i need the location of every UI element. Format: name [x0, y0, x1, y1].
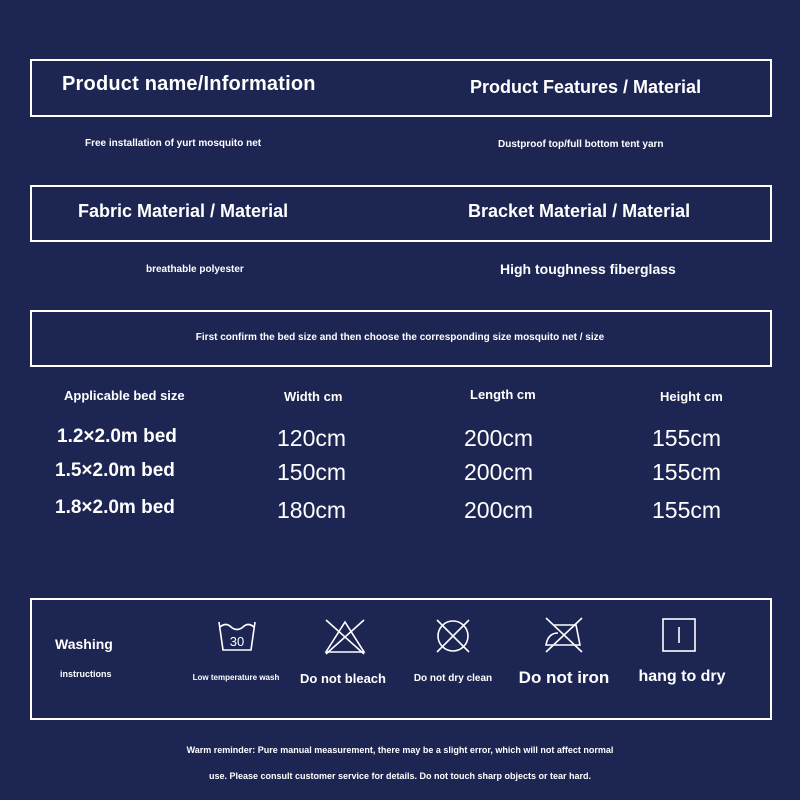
height-cell: 155cm — [652, 425, 722, 451]
do-not-dry-clean-label: Do not dry clean — [413, 673, 493, 684]
height-cell: 155cm — [652, 459, 722, 485]
reminder-line-1: Warm reminder: Pure manual measurement, there may be a slight error, which will not affect normal — [186, 745, 614, 755]
low-temperature-wash-label: Low temperature wash — [192, 673, 280, 682]
fabric-material-value: breathable polyester — [146, 264, 244, 275]
bed-size-cell: 1.8×2.0m bed — [55, 497, 175, 518]
do-not-iron-icon — [542, 615, 586, 655]
column-header-height: Height cm — [660, 389, 723, 404]
width-cell: 150cm — [277, 459, 347, 485]
product-features-heading: Product Features / Material — [470, 77, 702, 97]
bracket-material-heading: Bracket Material / Material — [468, 201, 691, 221]
hang-to-dry-icon — [662, 618, 696, 652]
svg-text:30: 30 — [229, 634, 245, 649]
wash-30-icon — [217, 620, 257, 654]
do-not-bleach-label: Do not bleach — [300, 671, 386, 686]
fabric-material-heading: Fabric Material / Material — [78, 201, 289, 221]
length-cell: 200cm — [464, 497, 534, 523]
washing-box — [30, 598, 772, 720]
do-not-iron-label: Do not iron — [518, 668, 610, 687]
hang-to-dry-label: hang to dry — [638, 668, 726, 685]
column-header-width: Width cm — [284, 389, 343, 404]
bed-size-cell: 1.2×2.0m bed — [57, 426, 177, 447]
product-name-heading: Product name/Information — [62, 73, 316, 95]
reminder-line-2: use. Please consult customer service for details. Do not touch sharp objects or tear hard. — [208, 771, 592, 781]
product-name-value: Free installation of yurt mosquito net — [85, 138, 262, 149]
width-cell: 180cm — [277, 497, 347, 523]
length-cell: 200cm — [464, 425, 534, 451]
size-note-text: First confirm the bed size and then choose the corresponding size mosquito net / size — [195, 332, 605, 343]
column-header-bed-size: Applicable bed size — [64, 388, 185, 403]
bracket-material-value: High toughness fiberglass — [500, 261, 676, 277]
washing-subtitle: instructions — [60, 669, 112, 679]
product-features-value: Dustproof top/full bottom tent yarn — [498, 139, 664, 150]
bed-size-cell: 1.5×2.0m bed — [55, 460, 175, 481]
length-cell: 200cm — [464, 459, 534, 485]
washing-title: Washing — [55, 636, 113, 652]
width-cell: 120cm — [277, 425, 347, 451]
column-header-length: Length cm — [470, 387, 536, 402]
do-not-bleach-icon — [324, 618, 366, 656]
do-not-dry-clean-icon — [434, 617, 472, 655]
height-cell: 155cm — [652, 497, 722, 523]
